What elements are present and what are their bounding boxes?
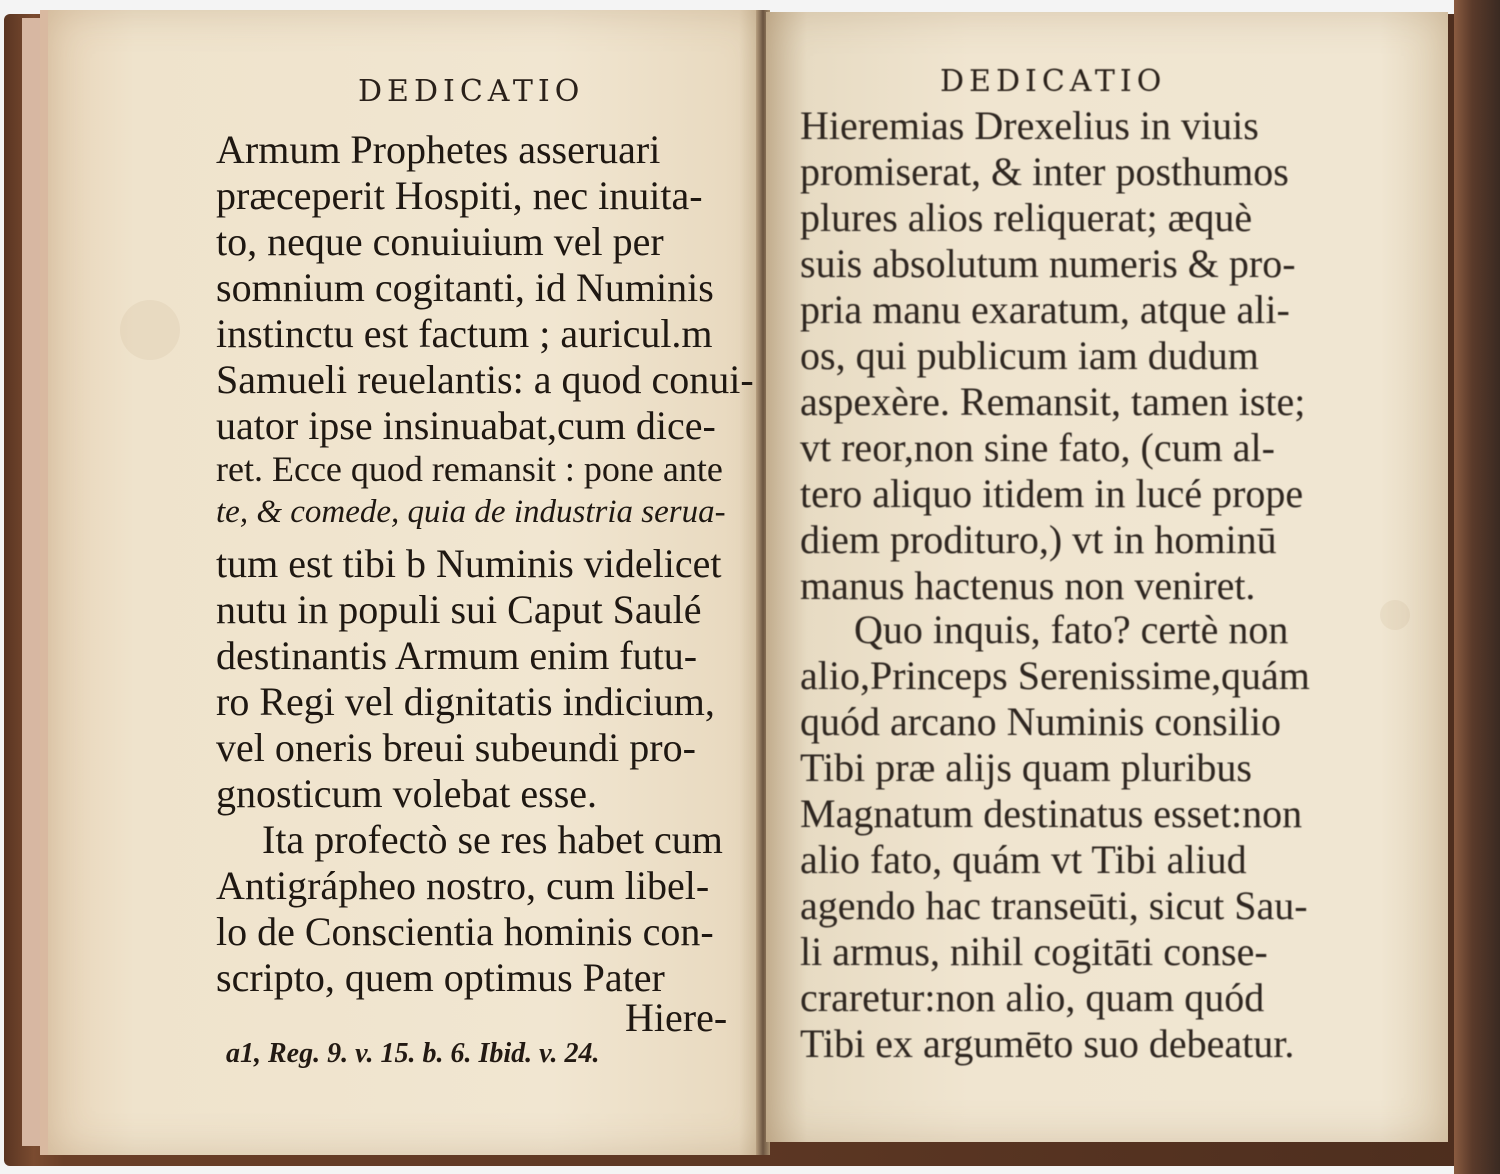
text-line: alio fato, quám vt Tibi aliud [800,837,1247,882]
right-running-head: DEDICATIO [940,64,1167,99]
text-line: Samueli reuelantis: a quod conui- [216,357,754,402]
text-line: tum est tibi b Numinis videlicet [216,541,722,586]
text-line: li armus, nihil cogitāti conse- [800,929,1268,974]
text-line: somnium cogitanti, id Numinis [216,265,714,310]
text-line: tero aliquo itidem in lucé prope [800,471,1304,516]
paper-stain [1380,600,1410,630]
text-line: quód arcano Numinis consilio [800,699,1282,744]
cover-edge [1454,0,1500,1174]
text-line: gnosticum volebat esse. [216,771,598,816]
text-line: instinctu est factum ; auricul.m [216,311,713,356]
text-line: Quo inquis, fato? certè non [854,607,1289,652]
text-line: Magnatum destinatus esset:non [800,791,1303,836]
text-line: Tibi ex argumēto suo debeatur. [800,1021,1295,1066]
text-line: præceperit Hospiti, nec inuita- [216,173,703,218]
left-running-head: DEDICATIO [358,74,585,109]
text-line: diem prodituro,) vt in hominū [800,517,1277,562]
text-line: suis absolutum numeris & pro- [800,241,1296,286]
text-line: lo de Conscientia hominis con- [216,909,714,954]
text-line: te, & comede, quia de industria serua- [216,494,726,530]
text-line: pria manu exaratum, atque ali- [800,287,1290,332]
paper-stain [120,300,180,360]
text-line: plures alios reliquerat; æquè [800,195,1253,240]
text-line: scripto, quem optimus Pater [216,955,665,1000]
text-line: destinantis Armum enim futu- [216,633,698,678]
text-line: agendo hac transeūti, sicut Sau- [800,883,1308,928]
text-line: Ita profectò se res habet cum [262,817,723,862]
text-line: ret. Ecce quod remansit : pone ante [216,449,723,489]
catchword: Hiere- [625,995,728,1040]
text-line: aspexère. Remansit, tamen iste; [800,379,1306,424]
text-line: uator ipse insinuabat,cum dice- [216,403,716,448]
text-line: Hieremias Drexelius in viuis [800,103,1259,148]
text-line: alio,Princeps Serenissime,quám [800,653,1310,698]
text-line: ro Regi vel dignitatis indicium, [216,679,715,724]
text-line: craretur:non alio, quam quód [800,975,1265,1020]
text-line: manus hactenus non veniret. [800,563,1256,608]
text-line: os, qui publicum iam dudum [800,333,1259,378]
text-line: Antigrápheo nostro, cum libel- [216,863,710,908]
text-line: vel oneris breui subeundi pro- [216,725,696,770]
text-line: Tibi præ alijs quam pluribus [800,745,1252,790]
footnote: a1, Reg. 9. v. 15. b. 6. Ibid. v. 24. [226,1038,600,1069]
text-line: vt reor,non sine fato, (cum al- [800,425,1275,470]
text-line: to, neque conuiuium vel per [216,219,664,264]
text-line: promiserat, & inter posthumos [800,149,1289,194]
text-line: Armum Prophetes asseruari [216,127,661,172]
text-line: nutu in populi sui Caput Saulé [216,587,702,632]
